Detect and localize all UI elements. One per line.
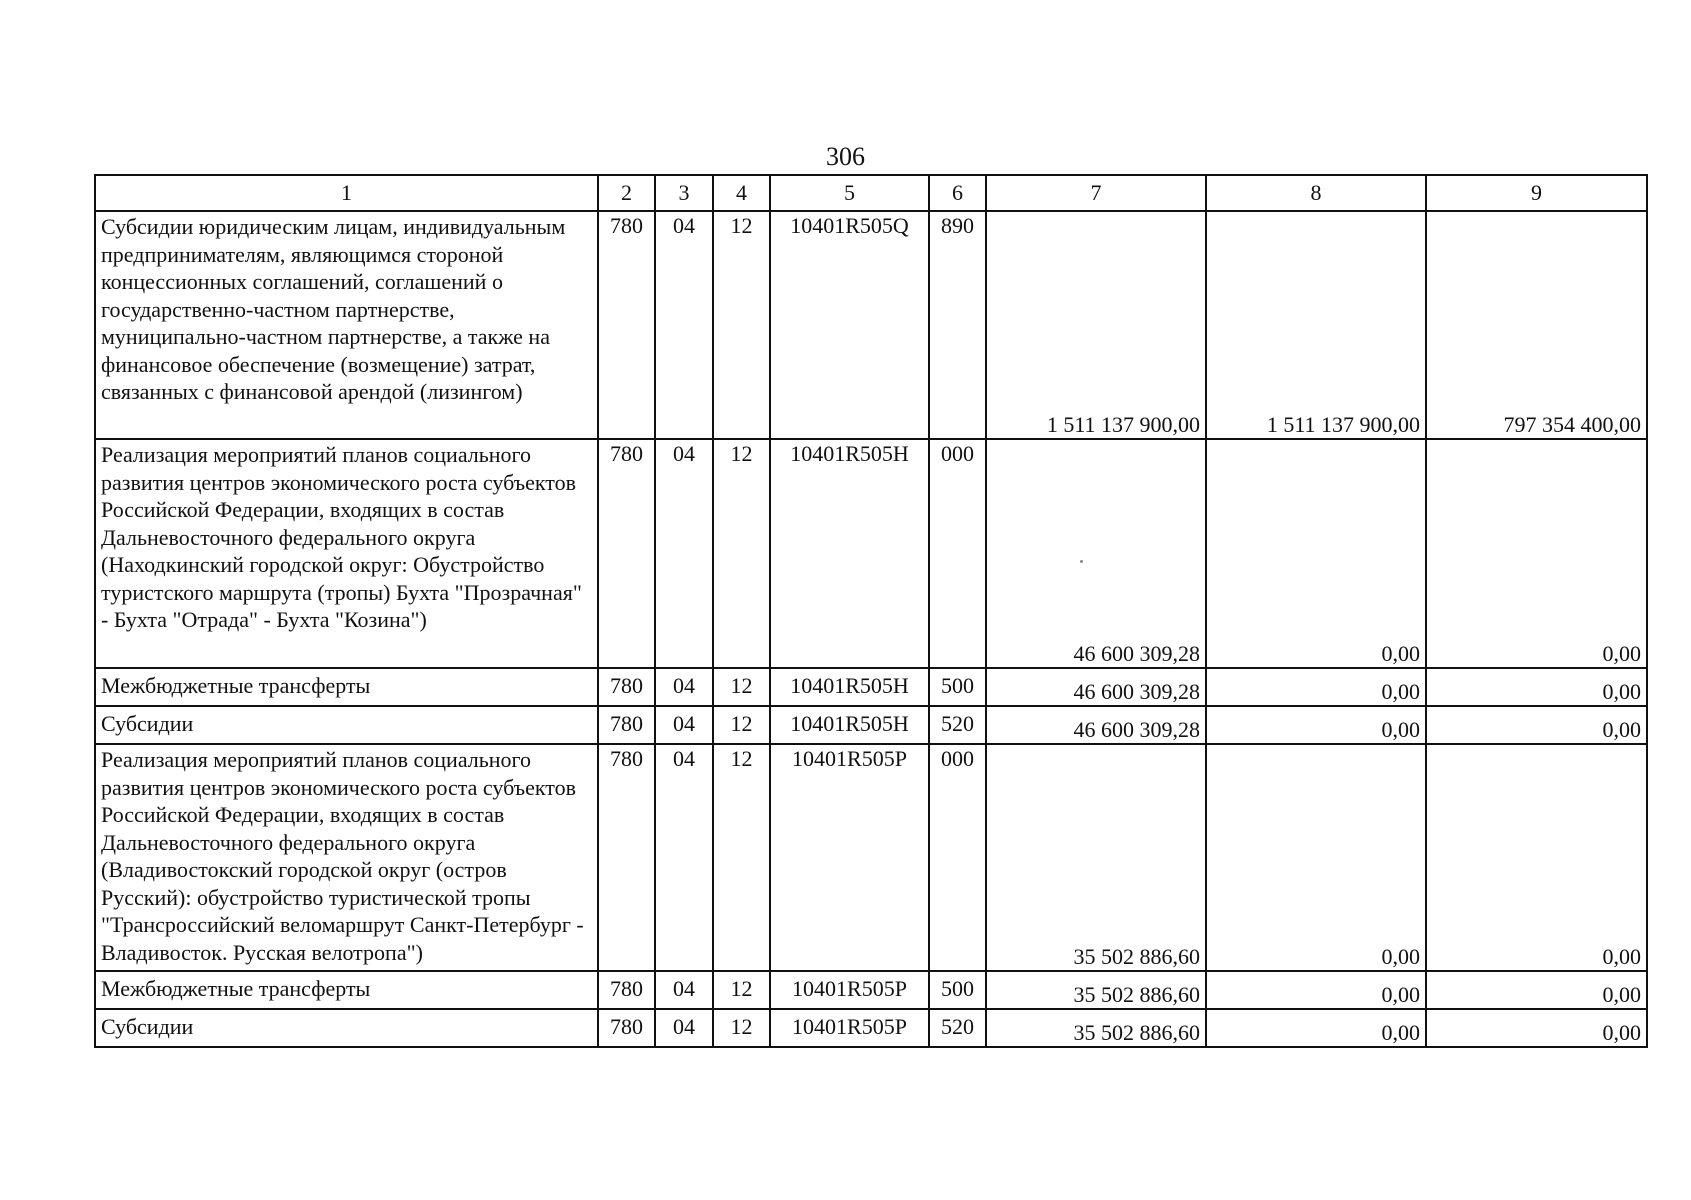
code-cell: 12 bbox=[713, 971, 770, 1009]
code-cell: 780 bbox=[598, 971, 655, 1009]
page-number: 306 bbox=[826, 142, 865, 171]
table-row bbox=[95, 1009, 1647, 1047]
amount-cell: 35 502 886,60 bbox=[986, 971, 1206, 1009]
column-header: 8 bbox=[1206, 175, 1426, 211]
code-cell: 10401R505P bbox=[770, 971, 929, 1009]
amount-cell: 0,00 bbox=[1426, 744, 1647, 971]
amount-cell: 35 502 886,60 bbox=[986, 1009, 1206, 1047]
amount-cell: 1 511 137 900,00 bbox=[986, 211, 1206, 439]
table-row bbox=[95, 439, 1647, 668]
code-cell: 12 bbox=[713, 744, 770, 971]
code-cell: 10401R505P bbox=[770, 744, 929, 971]
column-header: 2 bbox=[598, 175, 655, 211]
table-row bbox=[95, 971, 1647, 1009]
amount-cell: 46 600 309,28 bbox=[986, 439, 1206, 668]
row-name-cell: Межбюджетные трансферты bbox=[95, 668, 598, 706]
amount-cell: 0,00 bbox=[1426, 668, 1647, 706]
table-row bbox=[95, 668, 1647, 706]
code-cell: 500 bbox=[929, 971, 986, 1009]
column-header: 3 bbox=[655, 175, 713, 211]
amount-cell: 0,00 bbox=[1206, 706, 1426, 744]
column-header: 4 bbox=[713, 175, 770, 211]
amount-cell: 0,00 bbox=[1206, 744, 1426, 971]
code-cell: 12 bbox=[713, 439, 770, 668]
amount-cell: 35 502 886,60 bbox=[986, 744, 1206, 971]
code-cell: 780 bbox=[598, 706, 655, 744]
code-cell: 780 bbox=[598, 211, 655, 439]
table-row bbox=[95, 744, 1647, 971]
code-cell: 12 bbox=[713, 211, 770, 439]
amount-cell: 0,00 bbox=[1426, 706, 1647, 744]
scan-speck bbox=[1080, 560, 1083, 563]
row-name-cell: Субсидии юридическим лицам, индивидуальным предпринимателям, являющимся стороной концессионных соглашений, соглашений о государственно-частном партнерстве, муниципально-частном партнерстве, а также на финансовое обеспечение (возмещение) затрат, связанных с финансовой арендой (лизингом) bbox=[95, 211, 598, 439]
code-cell: 500 bbox=[929, 668, 986, 706]
amount-cell: 0,00 bbox=[1206, 971, 1426, 1009]
code-cell: 04 bbox=[655, 706, 713, 744]
code-cell: 04 bbox=[655, 1009, 713, 1047]
amount-cell: 0,00 bbox=[1206, 439, 1426, 668]
amount-cell: 1 511 137 900,00 bbox=[1206, 211, 1426, 439]
code-cell: 780 bbox=[598, 744, 655, 971]
code-cell: 12 bbox=[713, 706, 770, 744]
budget-table bbox=[94, 174, 1648, 1048]
code-cell: 890 bbox=[929, 211, 986, 439]
code-cell: 780 bbox=[598, 668, 655, 706]
code-cell: 10401R505H bbox=[770, 668, 929, 706]
code-cell: 780 bbox=[598, 1009, 655, 1047]
code-cell: 04 bbox=[655, 668, 713, 706]
code-cell: 10401R505P bbox=[770, 1009, 929, 1047]
code-cell: 10401R505Q bbox=[770, 211, 929, 439]
code-cell: 520 bbox=[929, 1009, 986, 1047]
code-cell: 780 bbox=[598, 439, 655, 668]
amount-cell: 46 600 309,28 bbox=[986, 706, 1206, 744]
amount-cell: 0,00 bbox=[1426, 439, 1647, 668]
code-cell: 000 bbox=[929, 439, 986, 668]
row-name-cell: Субсидии bbox=[95, 706, 598, 744]
code-cell: 10401R505H bbox=[770, 706, 929, 744]
amount-cell: 46 600 309,28 bbox=[986, 668, 1206, 706]
table-row bbox=[95, 706, 1647, 744]
column-header: 1 bbox=[95, 175, 598, 211]
code-cell: 04 bbox=[655, 971, 713, 1009]
column-header: 7 bbox=[986, 175, 1206, 211]
row-name-cell: Реализация мероприятий планов социального развития центров экономического роста субъектов Российской Федерации, входящих в состав Дальневосточного федерального округа (Владивостокский городской округ (остров Русский): обустройство туристической тропы "Трансроссийский веломаршрут Санкт-Петербург - Владивосток. Русская велотропа") bbox=[95, 744, 598, 971]
row-name-cell: Реализация мероприятий планов социального развития центров экономического роста субъектов Российской Федерации, входящих в состав Дальневосточного федерального округа (Находкинский городской округ: Обустройство туристского маршрута (тропы) Бухта "Прозрачная" - Бухта "Отрада" - Бухта "Козина") bbox=[95, 439, 598, 668]
code-cell: 04 bbox=[655, 211, 713, 439]
row-name-cell: Межбюджетные трансферты bbox=[95, 971, 598, 1009]
code-cell: 000 bbox=[929, 744, 986, 971]
code-cell: 12 bbox=[713, 668, 770, 706]
row-name-cell: Субсидии bbox=[95, 1009, 598, 1047]
code-cell: 12 bbox=[713, 1009, 770, 1047]
code-cell: 04 bbox=[655, 744, 713, 971]
code-cell: 520 bbox=[929, 706, 986, 744]
amount-cell: 0,00 bbox=[1206, 668, 1426, 706]
amount-cell: 0,00 bbox=[1206, 1009, 1426, 1047]
column-header: 5 bbox=[770, 175, 929, 211]
column-header: 6 bbox=[929, 175, 986, 211]
amount-cell: 0,00 bbox=[1426, 1009, 1647, 1047]
table-row bbox=[95, 211, 1647, 439]
column-header: 9 bbox=[1426, 175, 1647, 211]
code-cell: 10401R505H bbox=[770, 439, 929, 668]
amount-cell: 797 354 400,00 bbox=[1426, 211, 1647, 439]
amount-cell: 0,00 bbox=[1426, 971, 1647, 1009]
table-header-row bbox=[95, 175, 1647, 211]
code-cell: 04 bbox=[655, 439, 713, 668]
